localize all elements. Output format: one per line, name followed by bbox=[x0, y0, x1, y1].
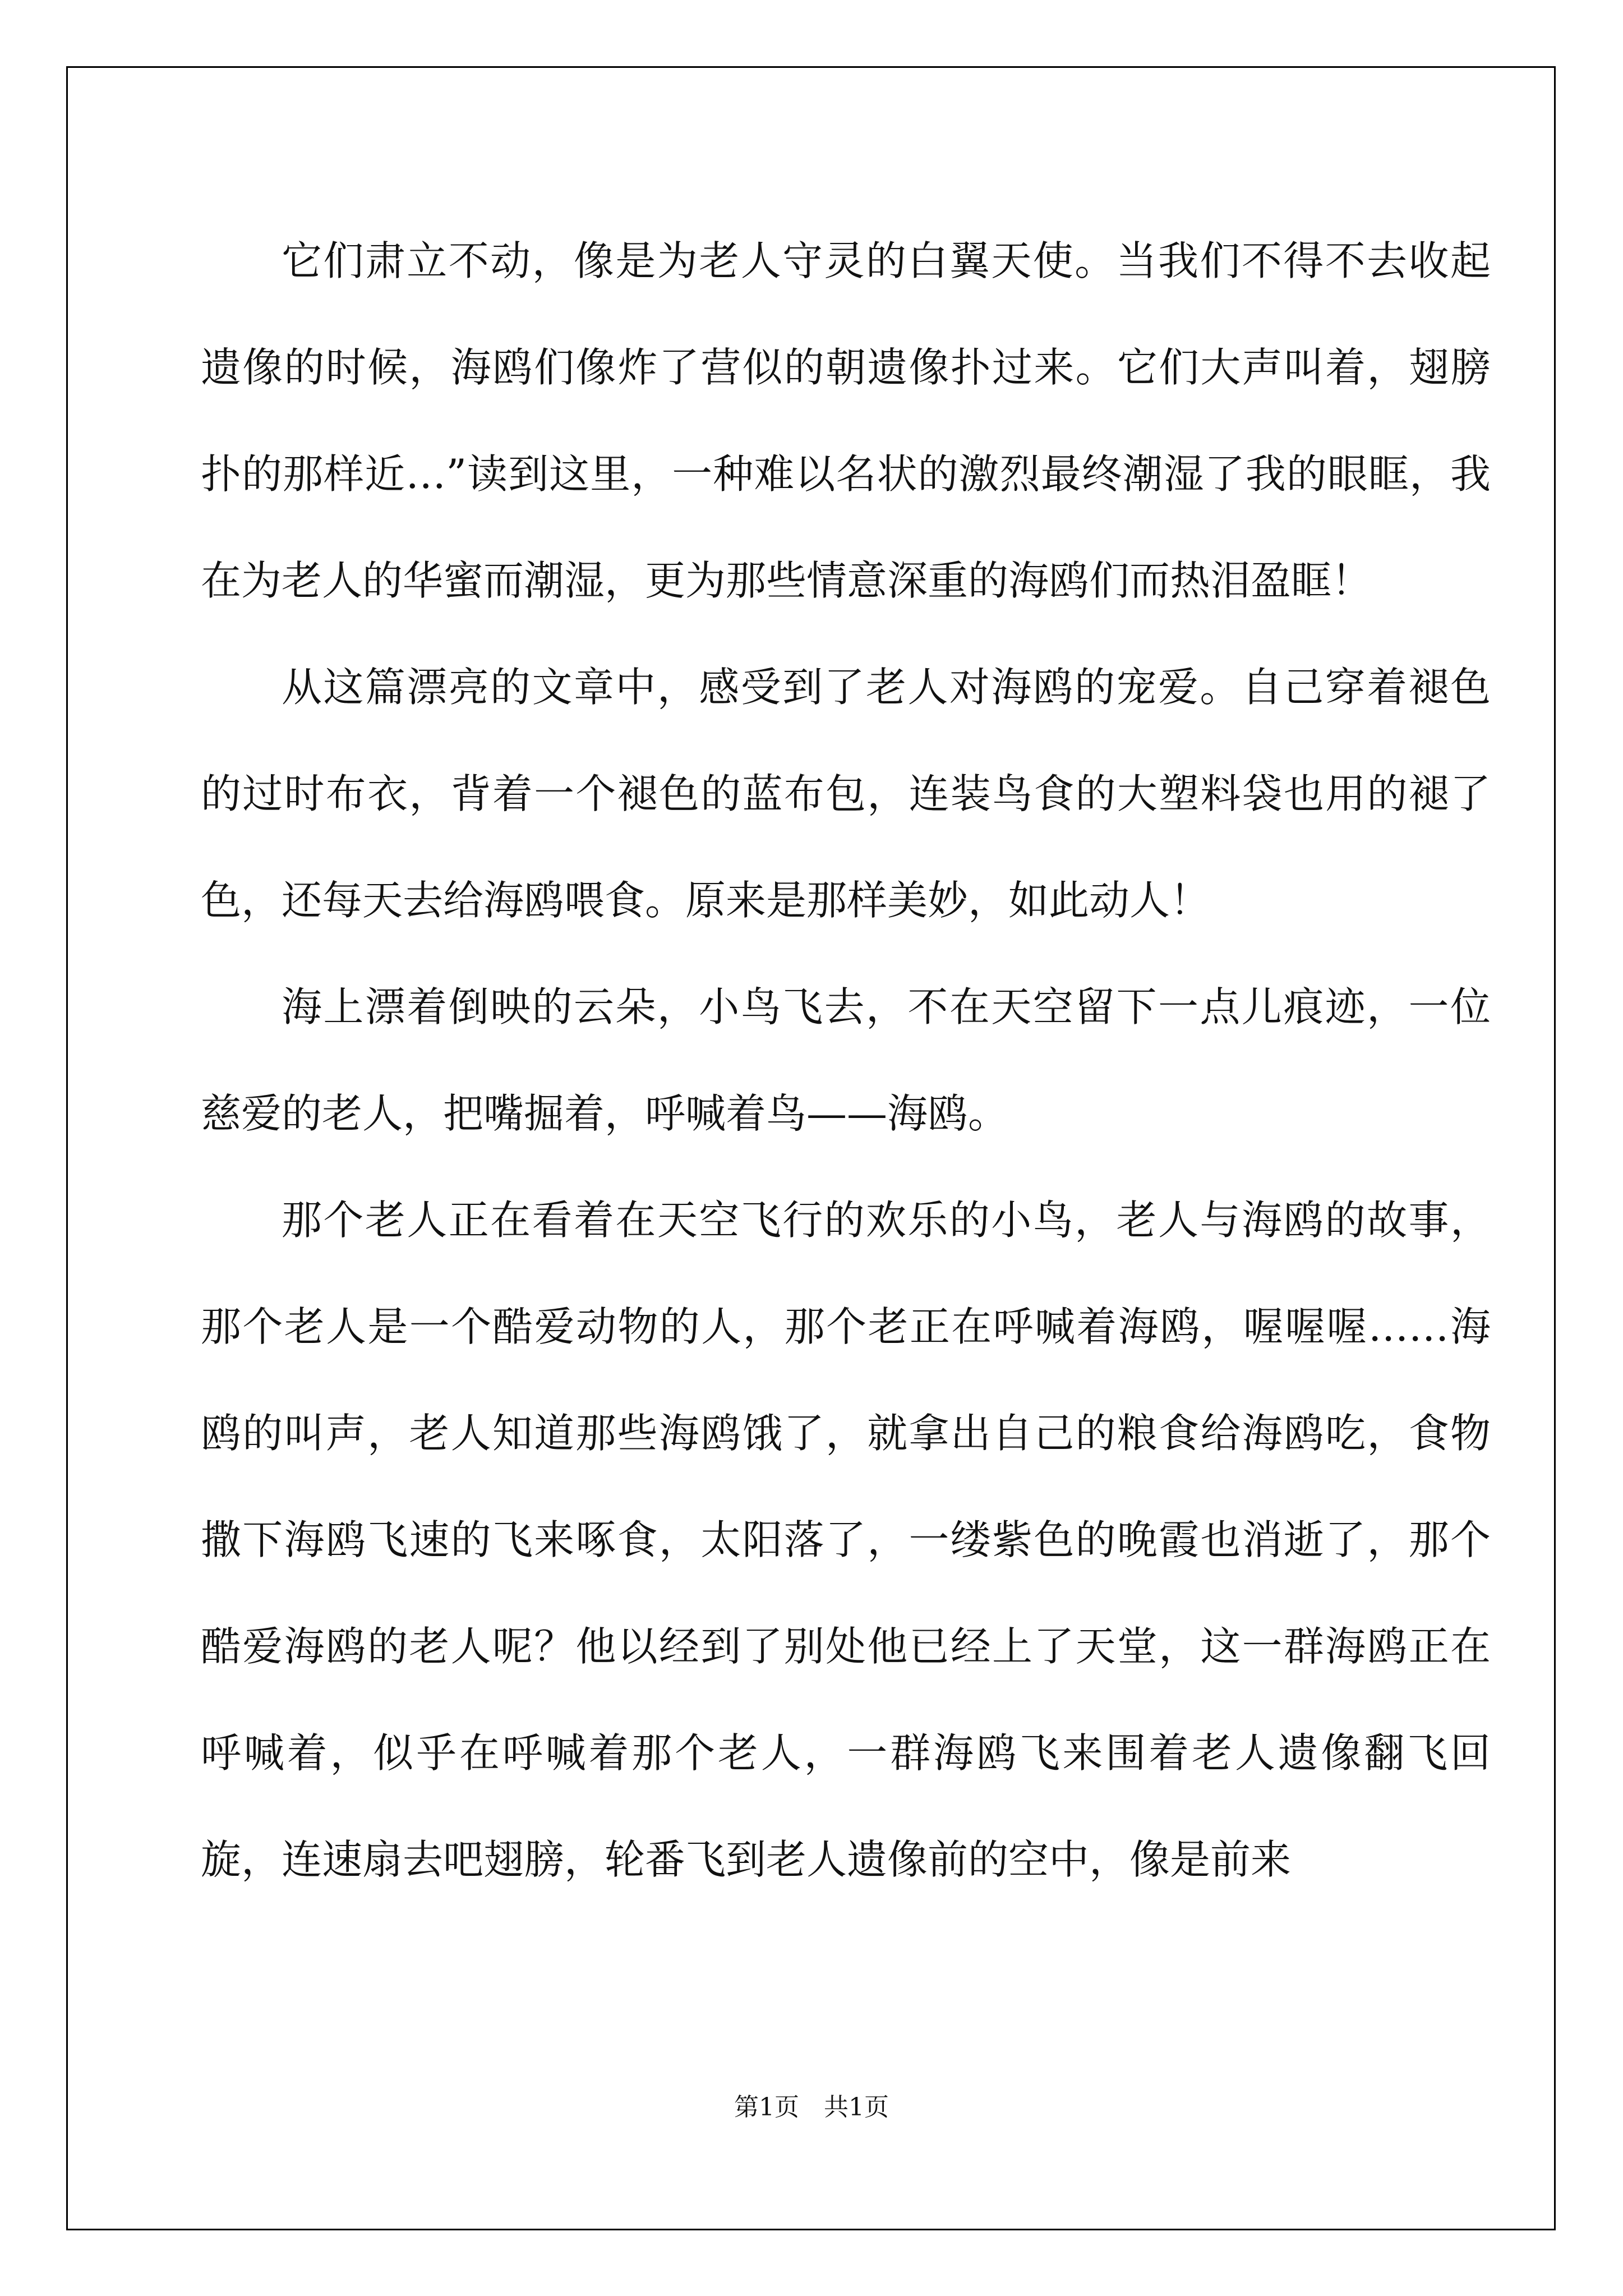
paragraph-3: 海上漂着倒映的云朵，小鸟飞去，不在天空留下一点儿痕迹，一位慈爱的老人，把嘴掘着，呼喊着鸟——海鸥。 bbox=[201, 983, 1491, 1137]
paragraph-1: 它们肃立不动，像是为老人守灵的白翼天使。当我们不得不去收起遗像的时候，海鸥们像炸了营似的朝遗像扑过来。它们大声叫着，翅膀扑的那样近…”读到这里，一种难以名状的激烈最终潮湿了我的眼眶，我在为老人的华蜜而潮湿，更为那些情意深重的海鸥们而热泪盈眶！ bbox=[201, 237, 1491, 604]
paragraph-2: 从这篇漂亮的文章中，感受到了老人对海鸥的宠爱。自己穿着褪色的过时布衣，背着一个褪色的蓝布包，连装鸟食的大塑料袋也用的褪了色，还每天去给海鸥喂食。原来是那样美妙，如此动人！ bbox=[201, 664, 1491, 924]
document-body bbox=[201, 208, 1491, 1913]
paragraph-4: 那个老人正在看着在天空飞行的欢乐的小鸟，老人与海鸥的故事，那个老人是一个酷爱动物的人，那个老正在呼喊着海鸥，喔喔喔……海鸥的叫声，老人知道那些海鸥饿了，就拿出自己的粮食给海鸥吃，食物撒下海鸥飞速的飞来啄食，太阳落了，一缕紫色的晚霞也消逝了，那个酷爱海鸥的老人呢？他以经到了别处他已经上了天堂，这一群海鸥正在呼喊着，似乎在呼喊着那个老人，一群海鸥飞来围着老人遗像翻飞回旋，连速扇去吧翅膀，轮番飞到老人遗像前的空中，像是前来 bbox=[201, 1197, 1491, 1883]
page-footer: 第1页 共1页 bbox=[734, 2093, 889, 2122]
